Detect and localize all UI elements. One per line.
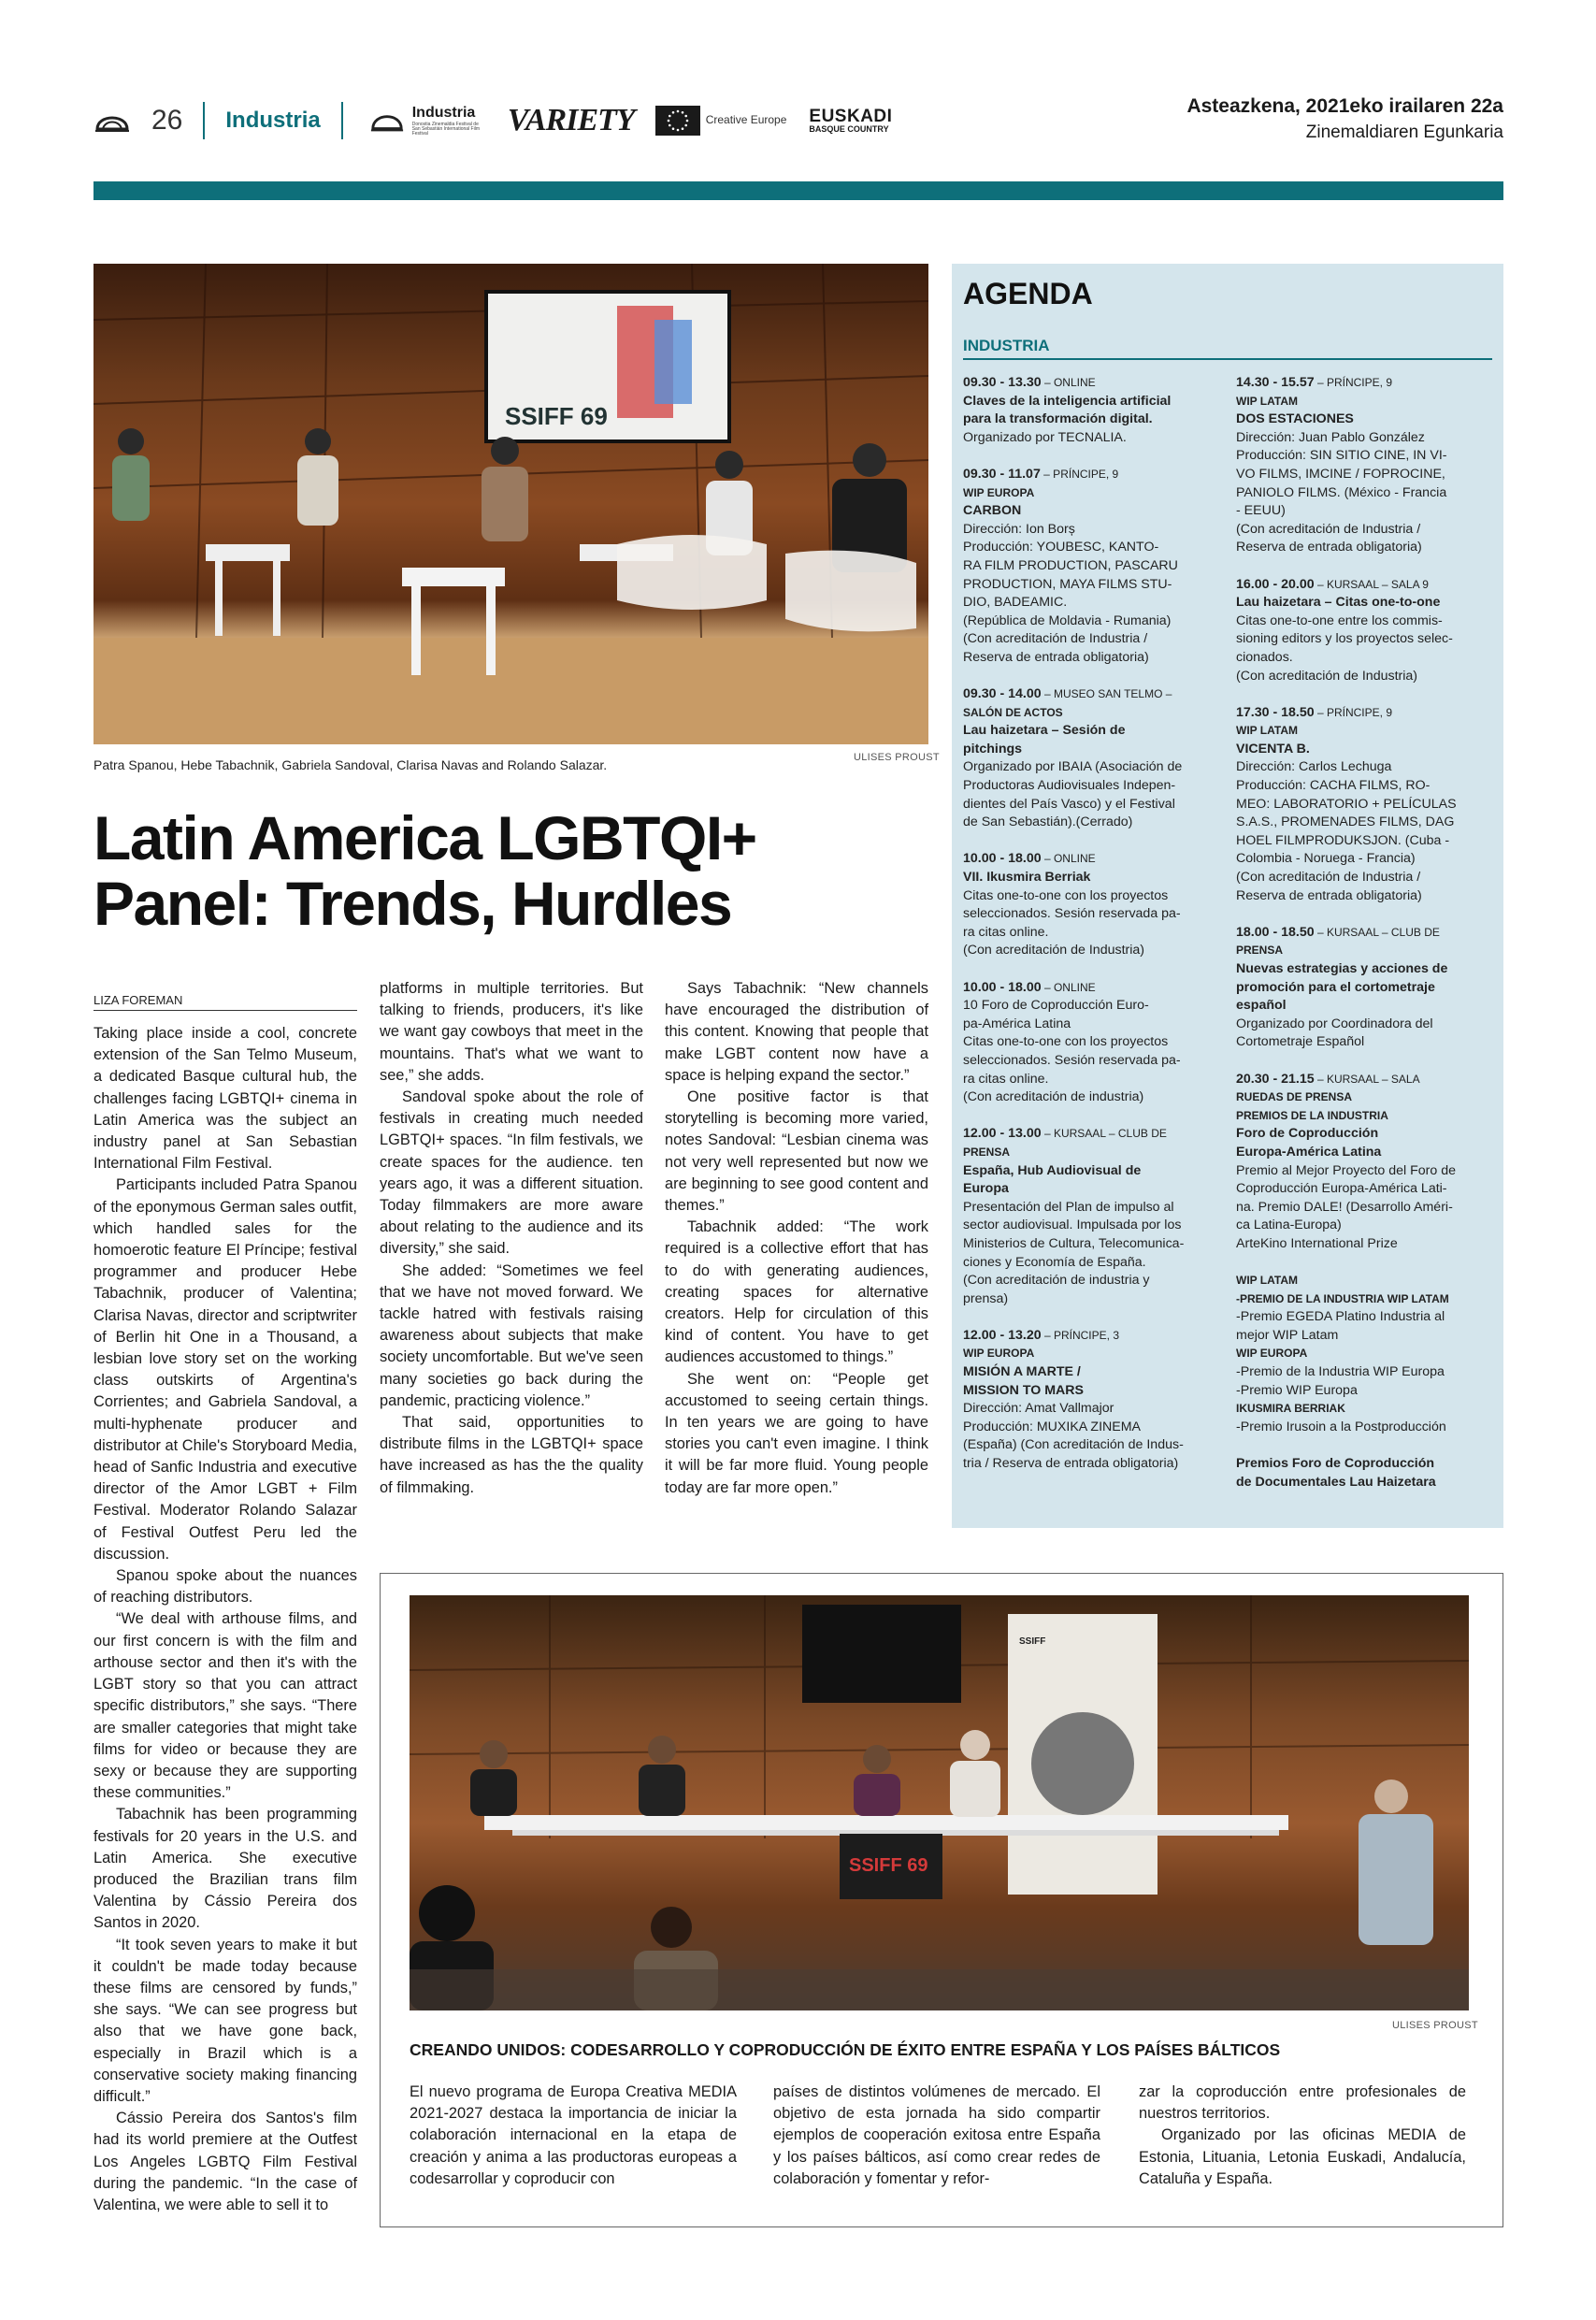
issue-date: Asteazkena, 2021eko irailaren 22a — [1186, 95, 1503, 117]
article-paragraph: Tabachnik has been programming festivals for 20 years in the U.S. and Latin America. She executive produced the Brazilian trans film Valentina by Cássio Pereira dos Santos in 2020. — [93, 1806, 357, 1932]
photo1-caption: Patra Spanou, Hebe Tabachnik, Gabriela Sandoval, Clarisa Navas and Rolando Salazar. — [93, 757, 608, 772]
agenda-line: Productoras Audiovisuales Indepen- — [963, 778, 1176, 794]
agenda-line: DIO, BADEAMIC. — [963, 595, 1068, 611]
agenda-line: Producción: CACHA FILMS, RO- — [1236, 778, 1431, 794]
header-rule — [93, 181, 1503, 200]
agenda-time: 10.00 - 18.00 — [963, 851, 1042, 867]
agenda-line: MISSION TO MARS — [963, 1382, 1085, 1398]
agenda-line: Premios Foro de Coproducción — [1236, 1456, 1435, 1472]
agenda-line: Citas one-to-one entre los commis- — [1236, 612, 1443, 628]
article-paragraph: Participants included Patra Spanou of the eponymous German sales outfit, which handled sales for the homoerotic feature El Príncipe; festival programmer and producer Hebe Tabachnik, producer of Valentina; Clarisa Navas, director and scriptwriter of Berlin hit One in a Thousand, a lesbian love story set on the working class outskirts of Argentina's Corrientes; and Gabriela Sandoval, a multi-hyphenate producer and distributor at Chile's Storyboard Media, head of Sanfic Industria and executive director of the Amor LGBT + Film Festival. Moderator Rolando Salazar of Festival Outfest Peru led the discussion. — [93, 1176, 357, 1563]
agenda-line: -PREMIO DE LA INDUSTRIA WIP LATAM — [1236, 1291, 1449, 1305]
agenda-time: 12.00 - 13.20 — [963, 1327, 1042, 1343]
agenda-location: – KURSAAL – SALA 9 — [1314, 577, 1429, 591]
agenda-line: VICENTA B. — [1236, 741, 1310, 757]
agenda-event-time — [963, 466, 1219, 484]
agenda-event-time — [963, 685, 1219, 704]
article-paragraph: “It took seven years to make it but it couldn't be made today because these films are censored by funds,” she says. “We can see progress but also that we have gone back, especially in Brazil which is a conservative society making financing difficult.” — [93, 1936, 357, 2105]
agenda-event — [963, 374, 1219, 447]
banner-text: SSIFF — [1019, 1636, 1046, 1647]
agenda-line: na. Premio DALE! (Desarrollo Améri- — [1236, 1199, 1453, 1215]
article-byline: LIZA FOREMAN — [93, 993, 357, 1011]
agenda-line: cionados. — [1236, 649, 1293, 665]
section-name: Industria — [225, 108, 321, 133]
agenda-time: 18.00 - 18.50 — [1236, 924, 1315, 940]
agenda-line: WIP LATAM — [1236, 394, 1298, 408]
agenda-location: – MUSEO SAN TELMO – — [1041, 687, 1172, 701]
feature-column-1 — [410, 2082, 737, 2190]
article-column-1 — [93, 1023, 357, 2216]
agenda-line: sector audiovisual. Impulsada por los — [963, 1218, 1182, 1233]
agenda-line: Dirección: Carlos Lechuga — [1236, 759, 1392, 775]
agenda-event — [963, 979, 1219, 1107]
sponsor-logos — [369, 103, 893, 138]
agenda-line: PRENSA — [963, 1145, 1011, 1159]
industria-logo-text: Industria — [411, 104, 476, 121]
agenda-line: Nuevas estrategias y acciones de — [1236, 961, 1448, 976]
agenda-line: Europa-América Latina — [1236, 1144, 1382, 1160]
agenda-line: CARBON — [963, 503, 1022, 519]
agenda-time: 09.30 - 13.30 — [963, 375, 1042, 390]
agenda-line: Lau haizetara – Citas one-to-one — [1236, 595, 1441, 611]
agenda-line: -Premio de la Industria WIP Europa — [1236, 1364, 1445, 1380]
agenda-line: -Premio EGEDA Platino Industria al — [1236, 1309, 1445, 1325]
agenda-line: MEO: LABORATORIO + PELÍCULAS — [1236, 796, 1457, 812]
agenda-line: (República de Moldavia - Rumania) — [963, 612, 1172, 628]
industria-logo-subtext: Donostia Zinemaldia Festival de San Sebastián International Film Festival — [411, 121, 480, 137]
panel-photo — [93, 264, 928, 744]
agenda-time: 16.00 - 20.00 — [1236, 576, 1315, 592]
agenda-line: RUEDAS DE PRENSA — [1236, 1090, 1353, 1104]
agenda-line: -Premio WIP Europa — [1236, 1382, 1358, 1398]
agenda-event-time — [1236, 576, 1492, 595]
meeting-photo — [410, 1595, 1469, 2010]
agenda-line: tria / Reserva de entrada obligatoria) — [963, 1456, 1179, 1472]
agenda-event — [1236, 1455, 1492, 1491]
agenda-location: – PRÍNCIPE, 9 — [1314, 376, 1392, 389]
agenda-line: Reserva de entrada obligatoria) — [963, 649, 1149, 665]
header-divider — [203, 102, 205, 139]
agenda-line: Ministerios de Cultura, Telecomunica- — [963, 1235, 1185, 1251]
feature-paragraph: zar la coproducción entre profesionales de nuestros territorios. — [1139, 2083, 1466, 2123]
agenda-line: VII. Ikusmira Berriak — [963, 870, 1091, 886]
agenda-column-1 — [963, 374, 1219, 1491]
agenda-line: VO FILMS, IMCINE / FOPROCINE, — [1236, 466, 1445, 482]
agenda-line: Colombia - Noruega - Francia) — [1236, 851, 1416, 867]
agenda-line: Citas one-to-one con los proyectos — [963, 1034, 1169, 1050]
article-paragraph: Cássio Pereira dos Santos's film had its world premiere at the Outfest Los Angeles LGBTQ Film Festival during the pandemic. “In the case of Valentina, we were able to sell it to — [93, 2110, 357, 2213]
agenda-event — [963, 466, 1219, 668]
publication-name: Zinemaldiaren Egunkaria — [1305, 122, 1503, 142]
panel-photo-illustration — [93, 264, 928, 744]
article-paragraph: Says Tabachnik: “New channels have encouraged the distribution of this content. Knowing that people that make LGBT content now have a space is helping expand the sector.” — [665, 980, 928, 1084]
feature-column-3 — [1139, 2082, 1466, 2190]
agenda-line: WIP LATAM — [1236, 724, 1298, 738]
agenda-event — [1236, 1071, 1492, 1254]
article-paragraph: “We deal with arthouse films, and our first concern is with the film and arthouse sector and then it's with the LGBT story so that you can attract specific distributors,” she says. “There are smaller categories that might take films for video or because they are sexy or because they are supporting these communities.” — [93, 1610, 357, 1802]
agenda-line: Presentación del Plan de impulso al — [963, 1199, 1174, 1215]
agenda-line: Organizado por TECNALIA. — [963, 429, 1127, 445]
screen-text: SSIFF 69 — [505, 402, 608, 430]
agenda-line: Lau haizetara – Sesión de — [963, 723, 1126, 739]
agenda-line: Producción: YOUBESC, KANTO- — [963, 540, 1159, 555]
agenda-line: PRODUCTION, MAYA FILMS STU- — [963, 576, 1172, 592]
agenda-event — [1236, 924, 1492, 1052]
agenda-event-time — [963, 979, 1219, 998]
agenda-line: WIP EUROPA — [1236, 1347, 1308, 1361]
agenda-location: – KURSAAL – CLUB DE — [1041, 1127, 1167, 1141]
agenda-column-2 — [1236, 374, 1492, 1510]
article-headline: Latin America LGBTQI+ Panel: Trends, Hurdles — [93, 803, 756, 938]
agenda-event-time — [963, 850, 1219, 869]
agenda-line: Producción: SIN SITIO CINE, IN VI- — [1236, 448, 1447, 464]
agenda-time: 09.30 - 14.00 — [963, 686, 1042, 702]
agenda-title: AGENDA — [963, 277, 1093, 310]
agenda-line: para la transformación digital. — [963, 411, 1153, 427]
agenda-line: Coproducción Europa-América Lati- — [1236, 1181, 1447, 1197]
agenda-line: DOS ESTACIONES — [1236, 411, 1354, 427]
agenda-line: pitchings — [963, 741, 1023, 757]
agenda-line: dientes del País Vasco) y el Festival — [963, 796, 1175, 812]
page-number: 26 — [151, 105, 183, 136]
agenda-line: Reserva de entrada obligatoria) — [1236, 540, 1422, 555]
agenda-event-time — [1236, 704, 1492, 723]
agenda-time: 14.30 - 15.57 — [1236, 375, 1315, 390]
agenda-event — [963, 1327, 1219, 1474]
agenda-event-time — [1236, 374, 1492, 393]
agenda-event — [1236, 1272, 1492, 1436]
agenda-line: SALÓN DE ACTOS — [963, 705, 1063, 719]
agenda-line: PANIOLO FILMS. (México - Francia — [1236, 484, 1447, 500]
article-column-3 — [665, 978, 928, 1499]
feature-column-2 — [773, 2082, 1100, 2190]
agenda-line: RA FILM PRODUCTION, PASCARU — [963, 557, 1178, 573]
industria-logo — [369, 106, 487, 137]
agenda-line: Cortometraje Español — [1236, 1034, 1365, 1050]
agenda-line: Citas one-to-one con los proyectos — [963, 887, 1169, 903]
agenda-line: prensa) — [963, 1290, 1009, 1306]
agenda-event — [1236, 704, 1492, 906]
agenda-line: Premio al Mejor Proyecto del Foro de — [1236, 1162, 1456, 1178]
agenda-line: S.A.S., PROMENADES FILMS, DAG — [1236, 814, 1455, 830]
table-sign-text: SSIFF 69 — [849, 1855, 928, 1876]
photo1-credit: ULISES PROUST — [854, 752, 940, 763]
agenda-location: – PRÍNCIPE, 9 — [1040, 467, 1119, 481]
agenda-event-time — [963, 1125, 1219, 1144]
article-column-2 — [380, 978, 643, 1499]
article-paragraph: Taking place inside a cool, concrete extension of the San Telmo Museum, a dedicated Basque cultural hub, the challenges facing LGBTQI+ cinema in Latin America was the subject an industry panel at San Sebastian International Film Festival. — [93, 1025, 357, 1173]
agenda-line: (Con acreditación de Industria) — [1236, 668, 1417, 684]
agenda-line: seleccionados. Sesión reservada pa- — [963, 906, 1181, 922]
article-paragraph: platforms in multiple territories. But talking to friends, producers, it's like we want gay cowboys that meet in the mountains. That's what we want to see,” she adds. — [380, 980, 643, 1084]
agenda-line: seleccionados. Sesión reservada pa- — [963, 1052, 1181, 1068]
agenda-line: pa-América Latina — [963, 1016, 1071, 1031]
agenda-line: Organizado por Coordinadora del — [1236, 1016, 1433, 1031]
euskadi-logo-text: EUSKADI — [809, 106, 893, 126]
agenda-line: (Con acreditación de industria) — [963, 1089, 1144, 1105]
agenda-line: PRENSA — [1236, 944, 1284, 958]
agenda-line: -Premio Irusoin a la Postproducción — [1236, 1419, 1446, 1434]
agenda-line: sioning editors y los proyectos selec- — [1236, 631, 1453, 647]
header-divider-2 — [341, 102, 343, 139]
euskadi-logo-subtext: BASQUE COUNTRY — [809, 123, 889, 134]
agenda-line: Claves de la inteligencia artificial — [963, 393, 1172, 409]
agenda-line: Foro de Coproducción — [1236, 1126, 1379, 1142]
agenda-line: WIP EUROPA — [963, 485, 1035, 499]
agenda-line: (Con acreditación de Industria) — [963, 943, 1144, 958]
agenda-location: – ONLINE — [1041, 852, 1096, 866]
agenda-line: HOEL FILMPRODUKSJON. (Cuba - — [1236, 832, 1450, 848]
agenda-line: España, Hub Audiovisual de — [963, 1162, 1142, 1178]
agenda-box — [952, 264, 1503, 1528]
agenda-line: ca Latina-Europa) — [1236, 1218, 1342, 1233]
agenda-location: – KURSAAL – SALA — [1314, 1072, 1420, 1086]
agenda-line: promoción para el cortometraje — [1236, 979, 1435, 995]
article-paragraph: Sandoval spoke about the role of festivals in creating much needed LGBTQI+ spaces. “In film festivals, we create spaces for the audience. ten years ago, it was a different situation. Today filmmakers are more aware about relating to the audience and its diversity,” she said. — [380, 1088, 643, 1258]
page-header — [93, 94, 1503, 150]
festival-shell-icon — [93, 107, 131, 135]
feature-paragraph: países de distintos volúmenes de mercado. El objetivo de esta jornada ha sido compartir ejemplos de cooperación exitosa entre España y los países bálticos, así como crear redes de colaboración y fomentar y refor- — [773, 2083, 1100, 2187]
article-paragraph: One positive factor is that storytelling is becoming more varied, notes Sandoval: “Lesbian cinema was not very well represented but now we are beginning to see good content and themes.” — [665, 1088, 928, 1215]
agenda-line: Dirección: Amat Vallmajor — [963, 1401, 1114, 1417]
agenda-subtitle: INDUSTRIA — [963, 337, 1492, 360]
agenda-line: 10 Foro de Coproducción Euro- — [963, 998, 1149, 1014]
agenda-line: IKUSMIRA BERRIAK — [1236, 1402, 1345, 1416]
agenda-location: – PRÍNCIPE, 9 — [1314, 705, 1392, 719]
euskadi-logo — [809, 108, 892, 135]
agenda-line: (Con acreditación de Industria / — [1236, 521, 1421, 537]
header-right — [1186, 95, 1503, 143]
agenda-line: ciones y Economía de España. — [963, 1254, 1146, 1270]
agenda-event — [963, 685, 1219, 832]
agenda-location: – ONLINE — [1041, 376, 1096, 389]
agenda-event — [1236, 374, 1492, 557]
article-paragraph: Tabachnik added: “The work required is a collective effort that has to do with generating audiences, creating spaces for alternative creators. Help for circulation of this kind of content. You have to get audiences accustomed to things.” — [665, 1218, 928, 1366]
agenda-event — [963, 1125, 1219, 1308]
agenda-location: – PRÍNCIPE, 3 — [1041, 1328, 1119, 1342]
variety-logo: VARIETY — [507, 103, 635, 137]
agenda-time: 20.30 - 21.15 — [1236, 1071, 1315, 1087]
agenda-line: Reserva de entrada obligatoria) — [1236, 887, 1422, 903]
agenda-time: 12.00 - 13.00 — [963, 1126, 1042, 1142]
agenda-line: (Con acreditación de industria y — [963, 1273, 1150, 1289]
article-paragraph: She added: “Sometimes we feel that we have not moved forward. We tackle hatred with festivals raising awareness about subjects that make society uncomfortable. But we've seen many societies go back during the pandemic, practicing violence.” — [380, 1261, 643, 1409]
article-paragraph: That said, opportunities to distribute films in the LGBTQI+ space have increased as has the the quality of filmmaking. — [380, 1414, 643, 1496]
agenda-line: Producción: MUXIKA ZINEMA — [963, 1419, 1142, 1434]
eu-flag-icon — [655, 106, 700, 136]
agenda-line: ra citas online. — [963, 924, 1049, 940]
agenda-line: WIP EUROPA — [963, 1347, 1035, 1361]
agenda-line: de Documentales Lau Haizetara — [1236, 1474, 1436, 1490]
feature-paragraph: El nuevo programa de Europa Creativa MEDIA 2021-2027 destaca la importancia de iniciar la colaboración internacional en la etapa de creación y anima a las productoras europeas a codesarrollar y coproducir con — [410, 2083, 737, 2187]
agenda-line: (España) (Con acreditación de Indus- — [963, 1437, 1184, 1453]
agenda-event-time — [1236, 924, 1492, 943]
feature-box-title: CREANDO UNIDOS: CODESARROLLO Y COPRODUCCIÓN DE ÉXITO ENTRE ESPAÑA Y LOS PAÍSES BÁLTICOS — [410, 2040, 1281, 2059]
agenda-time: 10.00 - 18.00 — [963, 979, 1042, 995]
agenda-event-time — [963, 1327, 1219, 1346]
agenda-line: (Con acreditación de Industria / — [963, 631, 1148, 647]
agenda-time: 09.30 - 11.07 — [963, 466, 1041, 482]
agenda-line: Dirección: Ion Borș — [963, 521, 1075, 537]
feature-paragraph: Organizado por las oficinas MEDIA de Estonia, Lituania, Letonia Euskadi, Andalucía, Cataluña y España. — [1139, 2126, 1466, 2187]
header-left — [93, 97, 892, 144]
industria-shell-icon — [369, 107, 405, 135]
agenda-line: Europa — [963, 1181, 1009, 1197]
agenda-line: ra citas online. — [963, 1071, 1049, 1087]
photo2-credit: ULISES PROUST — [1392, 2020, 1478, 2031]
agenda-line: PREMIOS DE LA INDUSTRIA — [1236, 1108, 1388, 1122]
agenda-line: Dirección: Juan Pablo González — [1236, 429, 1425, 445]
agenda-line: español — [1236, 998, 1287, 1014]
agenda-location: – ONLINE — [1041, 980, 1096, 994]
agenda-event — [1236, 576, 1492, 686]
agenda-line: WIP LATAM — [1236, 1274, 1298, 1288]
agenda-line: ArteKino International Prize — [1236, 1235, 1398, 1251]
agenda-line: MISIÓN A MARTE / — [963, 1364, 1081, 1380]
agenda-time: 17.30 - 18.50 — [1236, 704, 1315, 720]
agenda-line: de San Sebastián).(Cerrado) — [963, 814, 1133, 830]
agenda-line: (Con acreditación de Industria / — [1236, 870, 1421, 886]
agenda-event — [963, 850, 1219, 960]
agenda-event-time — [963, 374, 1219, 393]
agenda-line: Organizado por IBAIA (Asociación de — [963, 759, 1183, 775]
creative-europe-logo — [655, 106, 787, 136]
agenda-line: mejor WIP Latam — [1236, 1327, 1339, 1343]
meeting-photo-illustration — [410, 1595, 1469, 2010]
creative-europe-text: Creative Europe — [705, 113, 787, 127]
article-paragraph: Spanou spoke about the nuances of reaching distributors. — [93, 1567, 357, 1607]
agenda-location: – KURSAAL – CLUB DE — [1314, 925, 1440, 939]
agenda-line: - EEUU) — [1236, 503, 1286, 519]
article-paragraph: She went on: “People get accustomed to seeing certain things. In ten years we are going to have stories you can't even imagine. I think it will be far more fluid. Young people today are far more open.” — [665, 1370, 928, 1496]
agenda-event-time — [1236, 1071, 1492, 1089]
